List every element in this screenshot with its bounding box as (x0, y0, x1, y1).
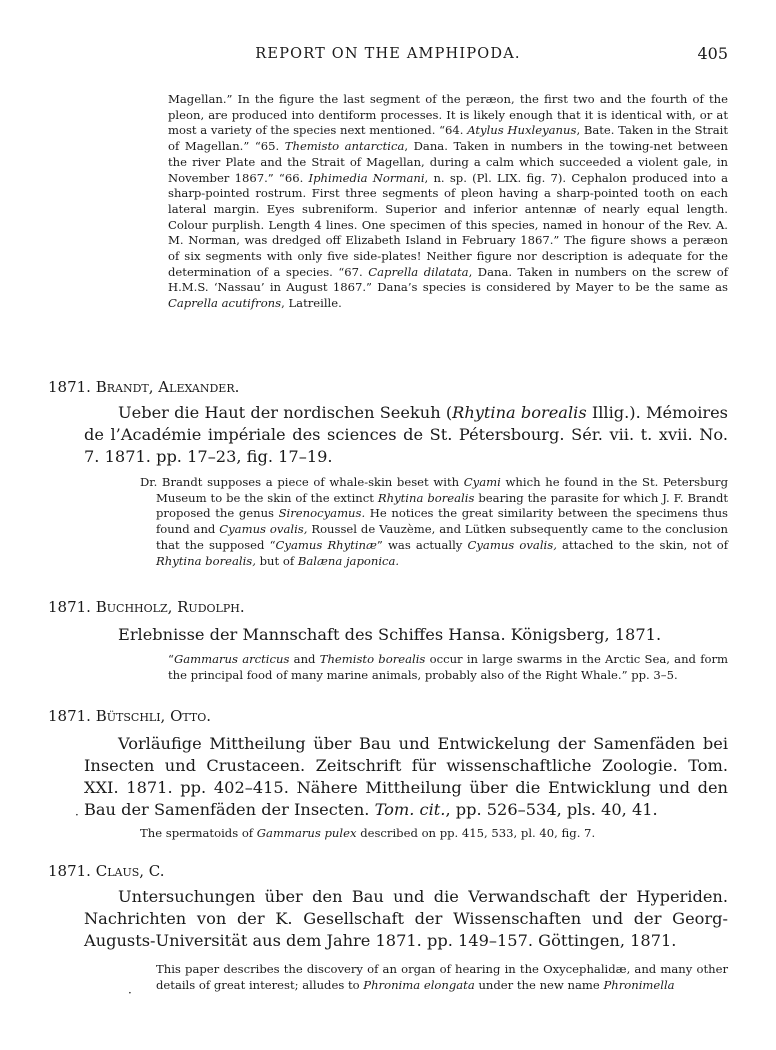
entry-year: 1871. (48, 862, 91, 880)
entry-note-butschli: The spermatoids of Gammarus pulex described on pp. 415, 533, pl. 40, fig. 7. (140, 826, 596, 840)
stray-mark: · (128, 986, 132, 1000)
intro-paragraph: Magellan.” In the figure the last segment of the peræon, the first two and the fourth of the pleon, are produced into dentiform processes. It is likely enough that it is identical with, or at most a variety of the species next mentioned. “64. Atylus Huxleyanus, Bate. Taken in the Strait of Magellan.” “65. Themisto antarctica, Dana. Taken in numbers in the towing-net between the river Plate and the Strait of Magellan, during a calm which succeeded a violent gale, in November 1867.” “66. Iphimedia Normani, n. sp. (Pl. LIX. fig. 7). Cephalon produced into a sharp-pointed rostrum. First three segments of pleon having a sharp-pointed tooth on each lateral margin. Eyes subreniform. Superior and inferior antennæ of nearly equal length. Colour purplish. Length 4 lines. One specimen of this species, named in honour of the Rev. A. M. Norman, was dredged off Elizabeth Island in February 1867.” The figure shows a peræon of six segments with only five side-plates! Neither figure nor description is adequate for the determination of a species. “67. Caprella dilatata, Dana. Taken in numbers on the screw of H.M.S. ‘Nassau’ in August 1867.” Dana’s species is considered by Mayer to be the same as Caprella acutifrons, Latreille. (168, 92, 729, 311)
entry-heading-claus (48, 862, 165, 880)
entry-heading-brandt (48, 378, 239, 396)
entry-author: Bütschli, Otto. (95, 707, 212, 725)
entry-title-butschli: Vorläufige Mittheilung über Bau und Entwickelung der Samenfäden bei Insecten und Crustaceen. Zeitschrift für wissenschaftliche Zoologie. Tom. XXI. 1871. pp. 402–415. Nähere Mittheilung über die Entwicklung und den Bau der Samenfäden der Insecten. Tom. cit., pp. 526–534, pls. 40, 41. (84, 734, 728, 819)
entry-heading-butschli (48, 707, 211, 725)
entry-year: 1871. (48, 707, 91, 725)
page-number: 405 (697, 44, 728, 63)
entry-author: Brandt, Alexander. (95, 378, 240, 396)
entry-title-buchholz: Erlebnisse der Mannschaft des Schiffes Hansa. Königsberg, 1871. (118, 625, 662, 644)
running-header: REPORT ON THE AMPHIPODA. (255, 46, 521, 62)
stray-mark: · (75, 808, 79, 822)
entry-author: Claus, C. (95, 862, 165, 880)
entry-year: 1871. (48, 598, 91, 616)
entry-note-buchholz: “Gammarus arcticus and Themisto borealis occur in large swarms in the Arctic Sea, and form the principal food of many marine animals, probably also of the Right Whale.” pp. 3–5. (168, 652, 728, 682)
entry-year: 1871. (48, 378, 91, 396)
entry-note-brandt: Dr. Brandt supposes a piece of whale-skin beset with Cyami which he found in the St. Petersburg Museum to be the skin of the extinct Rhytina borealis bearing the parasite for which J. F. Brandt proposed the genus Sirenocyamus. He notices the great similarity between the specimens thus found and Cyamus ovalis, Roussel de Vauzème, and Lütken subsequently came to the conclusion that the supposed “Cyamus Rhytinæ” was actually Cyamus ovalis, attached to the skin, not of Rhytina borealis, but of Balæna japonica. (140, 475, 729, 568)
entry-note-claus: This paper describes the discovery of an organ of hearing in the Oxycephalidæ, and many other details of great interest; alludes to Phronima elongata under the new name Phronimella (156, 962, 728, 992)
entry-heading-buchholz (48, 598, 245, 616)
entry-author: Buchholz, Rudolph. (95, 598, 245, 616)
entry-title-claus: Untersuchungen über den Bau und die Verwandschaft der Hyperiden. Nachrichten von der K. Gesellschaft der Wissenschaften und der Georg-Augusts-Universität aus dem Jahre 1871. pp. 149–157. Göttingen, 1871. (84, 887, 728, 950)
entry-title-brandt: Ueber die Haut der nordischen Seekuh (Rhytina borealis Illig.). Mémoires de l’Académie impériale des sciences de St. Pétersbourg. Sér. vii. t. xvii. No. 7. 1871. pp. 17–23, fig. 17–19. (84, 403, 728, 466)
